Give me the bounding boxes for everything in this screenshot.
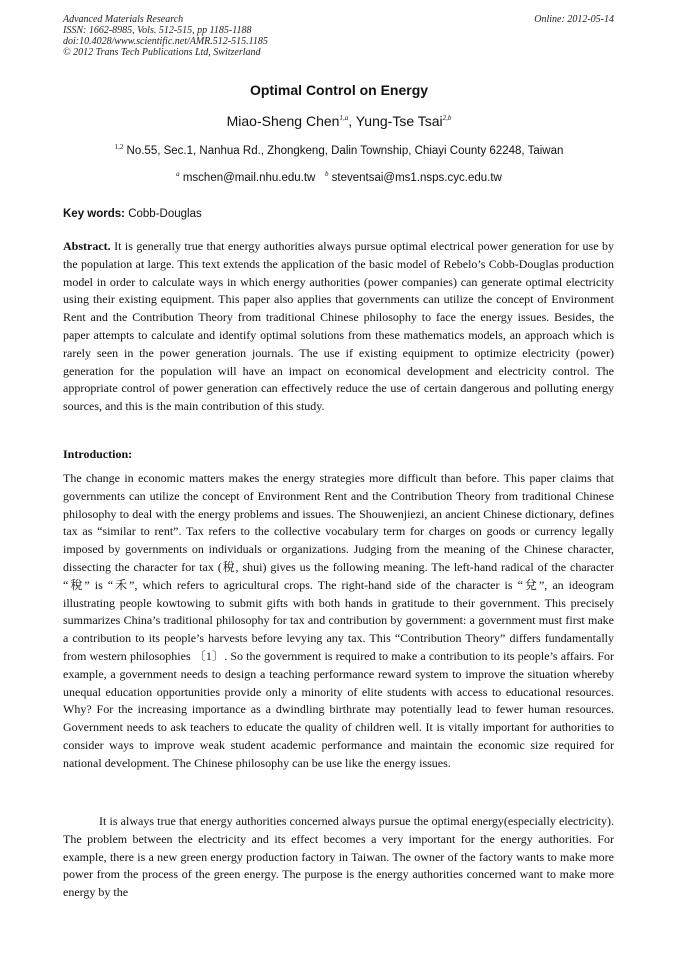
paper-title: Optimal Control on Energy: [249, 82, 429, 98]
issn-line: ISSN: 1662-8985, Vols. 512-515, pp 1185-1188: [63, 25, 252, 36]
online-date: Online: 2012-05-14: [534, 14, 614, 25]
abstract: [63, 238, 614, 416]
email-b: steventsai@ms1.nsps.cyc.edu.tw: [331, 172, 502, 184]
email-a-sup: a: [176, 170, 180, 178]
author-line: [0, 108, 678, 131]
journal-header: [63, 14, 268, 58]
abstract-label: Abstract.: [63, 239, 111, 253]
author-1-sup: 1,a: [339, 114, 349, 122]
introduction-paragraph-1: The change in economic matters makes the energy strategies more difficult than before. This paper claims that governments can utilize the concept of Environment Rent and the Contribution Theory from traditional Chinese philosophy to deal with the energy problems and issues. The Shouwenjiezi, an ancient Chinese dictionary, defines tax as “similar to rent”. Tax refers to the collective vocabulary term for charges on goods or currency legally imposed by governments on individuals or organizations. Judging from the meaning of the Chinese character, dissecting the character for tax (稅, shui) gives us the following meaning. The left-hand radical of the character “稅” is “禾”, which refers to agricultural crops. The right-hand side of the character is “兌”, an ideogram illustrating people kowtowing to submit gifts with both hands in gratitude to their government. This precisely summarizes China’s traditional philosophy for tax and contribution by government: a government must first make a contribution to its people’s harvests before levying any tax. This “Contribution Theory” differs fundamentally from western philosophies 〔1〕. So the government is required to make a contribution to its people’s affairs. For example, a government needs to design a teaching performance reward system to improve the situation whereby unequal education opportunities provide only a minority of elite students with access to educational resources. Why? For the increasing importance as a dwindling birthrate may potentially lead to fewer human resources. Government needs to ask teachers to educate the quality of children well. It is vitally important for authorities to consider ways to improve weak student academic performance and maintain the economic size required for national development. The Chinese philosophy can be use like the energy issues.: [63, 471, 614, 770]
doi-line: doi:10.4028/www.scientific.net/AMR.512-515.1185: [63, 36, 268, 47]
keywords: [63, 206, 202, 222]
author-2-sup: 2,b: [442, 114, 452, 122]
affiliation: [0, 139, 678, 159]
email-b-sup: b: [324, 170, 329, 178]
copyright-line: © 2012 Trans Tech Publications Ltd, Switzerland: [63, 47, 261, 58]
abstract-text: It is generally true that energy authorities always pursue optimal electrical power generation for use by the population at large. This text extends the application of the basic model of Rebelo’s Cobb-Douglas production model in order to calculate ways in which energy authorities (power companies) can generate optimal electricity using their existing equipment. This paper also applies that governments can utilize the concept of Environment Rent and the Contribution Theory from traditional Chinese philosophy to face the energy issues. Besides, the paper attempts to calculate and identify optimal solutions from these mathematics models, an approach which is rarely seen in the power generation journals. The use if existing equipment to optimize electricity (power) generation for the population will have an impact on economical development and electricity control. The appropriate control of power generation can effectively reduce the use of certain dangerous and polluting energy sources, and this is the main contribution of this study.: [63, 239, 614, 414]
author-2-name: Yung-Tse Tsai: [355, 113, 443, 129]
introduction-paragraph-2: It is always true that energy authorities concerned always pursue the optimal energy(especially electricity). The problem between the electricity and its effect becomes a very important for the energy authorities. For example, there is a new green energy production factory in Taiwan. The owner of the factory wants to make more power from the process of the green energy. The purpose is the energy authorities concerned want to make more energy by the: [63, 814, 614, 900]
keywords-label: Key words:: [63, 208, 125, 220]
affiliation-sup: 1,2: [114, 143, 124, 151]
author-1-name: Miao-Sheng Chen: [226, 113, 340, 129]
affiliation-text: No.55, Sec.1, Nanhua Rd., Zhongkeng, Dalin Township, Chiayi County 62248, Taiwan: [123, 145, 564, 157]
email-line: [0, 166, 678, 186]
author-separator: ,: [348, 113, 356, 129]
email-a: mschen@mail.nhu.edu.tw: [179, 172, 316, 184]
introduction-heading: Introduction:: [63, 447, 133, 461]
journal-name: Advanced Materials Research: [63, 14, 184, 25]
keywords-value: Cobb-Douglas: [125, 208, 202, 220]
